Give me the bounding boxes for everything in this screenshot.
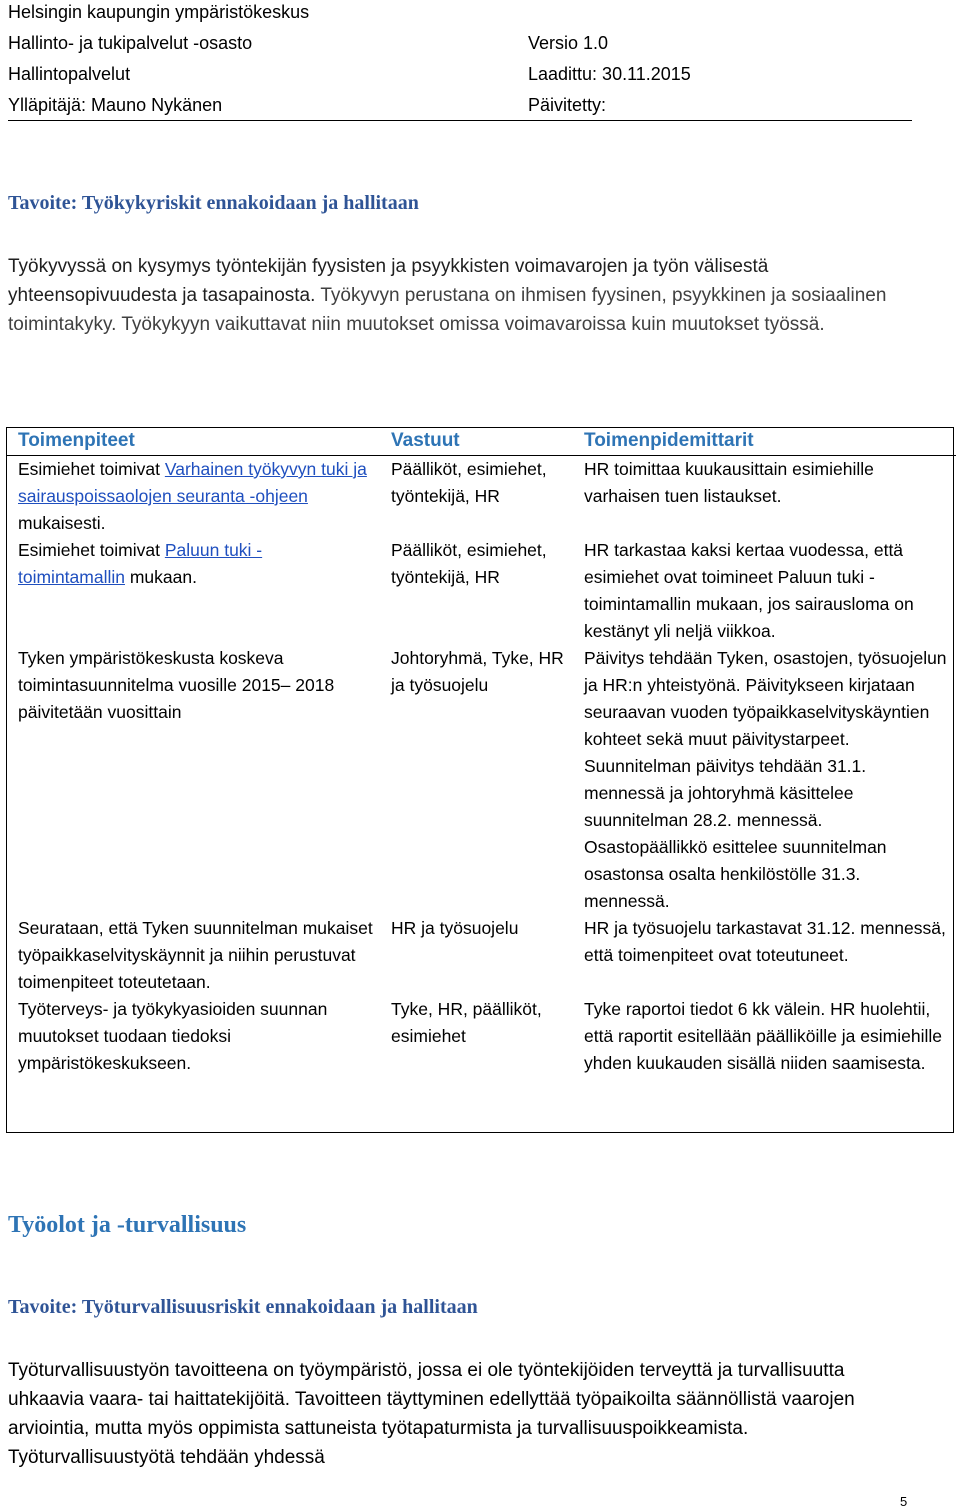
- column-header-responsibility: Vastuut: [379, 427, 572, 456]
- table-header-row: [6, 427, 956, 456]
- table-row: [6, 915, 956, 996]
- action-text: Esimiehet toimivat: [18, 459, 165, 479]
- table-row: [6, 996, 956, 1077]
- responsibility-cell: Tyke, HR, päälliköt, esimiehet: [391, 999, 542, 1046]
- safety-paragraph: Työturvallisuustyön tavoitteena on työympäristö, jossa ei ole työntekijöiden terveyttä ja turvallisuutta uhkaavia vaara- tai haittatekijöitä. Tavoitteen täyttyminen edellyttää työpaikoilta säännöllistä vaarojen arviointia, mutta myös oppimista sattuneista työtapaturmista ja turvallisuuspoikkeamista. Työturvallisuustyötä tehdään yhdessä: [8, 1360, 855, 1468]
- table-row: [6, 537, 956, 645]
- action-text: mukaan.: [124, 567, 197, 587]
- workability-paragraph: [8, 252, 908, 339]
- section-heading-working-conditions: Työolot ja -turvallisuus: [8, 1212, 247, 1238]
- department: Hallinto- ja tukipalvelut -osasto: [8, 33, 253, 53]
- measures-table: [6, 427, 956, 1077]
- page-number: 5: [900, 1494, 908, 1509]
- metric-cell: HR ja työsuojelu tarkastavat 31.12. mennessä, että toimenpiteet ovat toteutuneet.: [584, 918, 946, 965]
- action-text: Esimiehet toimivat: [18, 540, 165, 560]
- action-cell: Työterveys- ja työkykyasioiden suunnan muutokset tuodaan tiedoksi ympäristökeskukseen.: [18, 999, 328, 1073]
- maintainer: Ylläpitäjä: Mauno Nykänen: [8, 95, 223, 115]
- column-header-metrics: Toimenpidemittarit: [572, 427, 956, 456]
- action-cell: [6, 456, 379, 538]
- created-date: Laadittu: 30.11.2015: [528, 64, 691, 84]
- metric-cell: Päivitys tehdään Tyken, osastojen, työsuojelun ja HR:n yhteistyönä. Päivitykseen kirjataan seuraavan vuoden työpaikkaselvityskäyntien kohteet sekä muut päivitystarpeet. Suunnitelman päivitys tehdään 31.1. mennessä ja johtoryhmä käsittelee suunnitelman 28.2. mennessä. Osastopäällikkö esittelee suunnitelman osastonsa osalta henkilöstölle 31.3. mennessä.: [584, 648, 947, 911]
- paragraph-part-b: Työkyvyn perustana on ihmisen fyysinen, psyykkinen ja sosiaalinen toimintakyky. Työkykyyn vaikuttavat niin muutokset omissa voimavaroissa kuin muutokset työssä.: [8, 285, 887, 335]
- responsibility-cell: HR ja työsuojelu: [391, 918, 519, 938]
- return-support-model-link[interactable]: Paluun tuki - toimintamallin: [18, 540, 263, 587]
- header-divider: [8, 120, 912, 121]
- metric-cell: HR toimittaa kuukausittain esimiehille varhaisen tuen listaukset.: [584, 459, 874, 506]
- column-header-actions: Toimenpiteet: [6, 427, 379, 456]
- org-name: Helsingin kaupungin ympäristökeskus: [8, 2, 310, 22]
- goal-heading-workability: Tavoite: Työkykyriskit ennakoidaan ja hallitaan: [8, 192, 419, 214]
- responsibility-cell: Päälliköt, esimiehet, työntekijä, HR: [391, 540, 547, 587]
- action-text: mukaisesti.: [18, 513, 106, 533]
- metric-cell: HR tarkastaa kaksi kertaa vuodessa, että esimiehet ovat toimineet Paluun tuki -toimintamallin mukaan, jos sairausloma on kestänyt yli neljä viikkoa.: [584, 540, 914, 641]
- goal-heading-safety: Tavoite: Työturvallisuusriskit ennakoidaan ja hallitaan: [8, 1296, 478, 1318]
- metric-cell: Tyke raportoi tiedot 6 kk välein. HR huolehtii, että raportit esitellään päälliköille ja esimiehille yhden kuukauden sisällä niiden saamisesta.: [584, 999, 942, 1073]
- table-row: [6, 645, 956, 915]
- updated-date: Päivitetty:: [528, 95, 607, 115]
- paragraph-part-a: Työkyvyssä on kysymys työntekijän fyysisten ja psyykkisten voimavarojen ja työn välisestä yhteensopivuudesta ja tasapainosta.: [8, 256, 769, 306]
- responsibility-cell: Päälliköt, esimiehet, työntekijä, HR: [391, 459, 547, 506]
- action-cell: [6, 537, 379, 645]
- action-cell: Tyken ympäristökeskusta koskeva toimintasuunnitelma vuosille 2015– 2018 päivitetään vuosittain: [18, 648, 335, 722]
- document-header: [8, 0, 912, 124]
- responsibility-cell: Johtoryhmä, Tyke, HR ja työsuojelu: [391, 648, 564, 695]
- table-row: [6, 456, 956, 538]
- version: Versio 1.0: [528, 33, 609, 53]
- unit: Hallintopalvelut: [8, 64, 131, 84]
- early-support-guide-link[interactable]: Varhainen työkyvyn tuki ja sairauspoissaolojen seuranta -ohjeen: [18, 459, 367, 506]
- action-cell: Seurataan, että Tyken suunnitelman mukaiset työpaikkaselvityskäynnit ja niihin perustuvat toimenpiteet toteutetaan.: [18, 918, 373, 992]
